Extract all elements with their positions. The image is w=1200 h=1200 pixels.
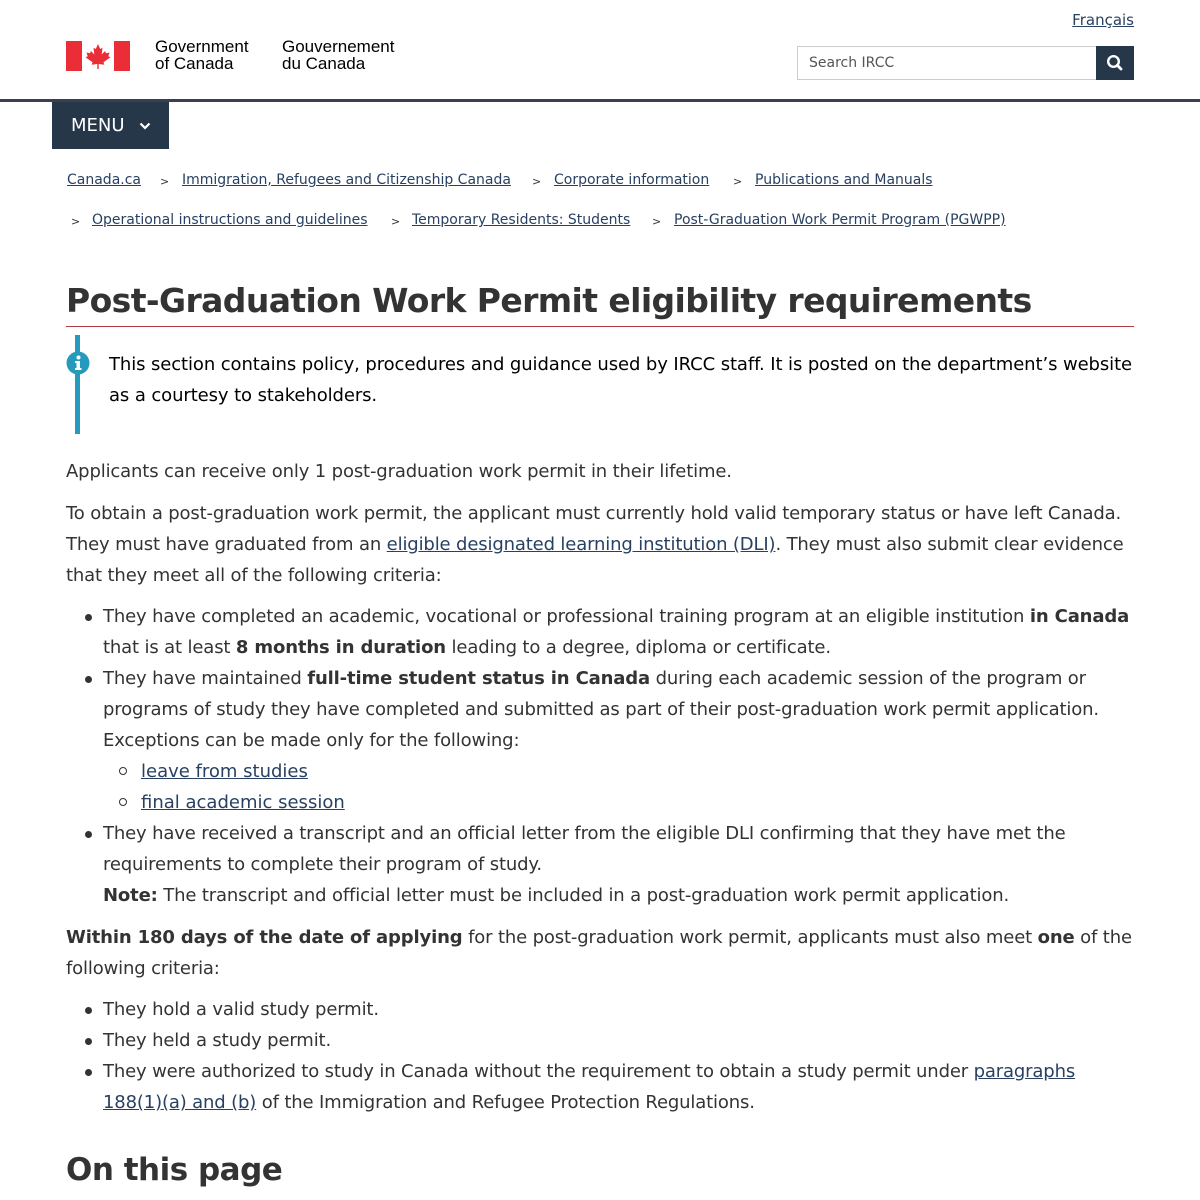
menu-label: MENU [71, 115, 125, 136]
info-icon [66, 351, 90, 375]
paragraph-within-180-days [66, 922, 1141, 984]
bullet [85, 614, 92, 621]
text: during each academic session of the program or programs of study they have completed and submitted as part of their post-graduation work permit application. Exceptions can be made only for the following: [103, 668, 1099, 751]
text: They have completed an academic, vocational or professional training program at an eligible institution [103, 606, 1030, 627]
title-underline [66, 326, 1134, 327]
breadcrumb-operational-instructions[interactable]: Operational instructions and guidelines [92, 212, 368, 228]
breadcrumb-publications-manuals[interactable]: Publications and Manuals [755, 172, 933, 188]
search-icon [1096, 46, 1134, 80]
p2-end: . They must also submit clear evidence that they meet all of the following criteria: [66, 534, 1124, 586]
breadcrumb-corporate-information[interactable]: Corporate information [554, 172, 710, 188]
breadcrumb-separator: > [733, 175, 743, 188]
signature-fr-line2: du Canada [282, 54, 366, 73]
list-item [103, 1056, 1138, 1118]
leave-from-studies-link[interactable]: leave from studies [141, 761, 308, 782]
bullet [85, 1069, 92, 1076]
list-item [141, 756, 308, 787]
bold-text: 8 months in duration [235, 637, 446, 658]
signature-fr-line1: Gouvernement [282, 37, 395, 56]
final-academic-session-link[interactable]: final academic session [141, 792, 345, 813]
signature-en-line2: of Canada [155, 54, 234, 73]
list-item: They held a study permit. [103, 1030, 332, 1051]
search-form [797, 46, 1134, 80]
text: of the Immigration and Refugee Protection Regulations. [256, 1092, 755, 1113]
breadcrumb-temporary-residents-students[interactable]: Temporary Residents: Students [412, 212, 631, 228]
breadcrumb-separator: > [391, 215, 401, 228]
list-item [103, 818, 1143, 911]
bold-text: in Canada [1029, 606, 1130, 627]
signature-en-line1: Government [155, 37, 249, 56]
signature-english [155, 38, 249, 72]
sub-bullet [119, 767, 127, 775]
notice-bar [75, 335, 80, 434]
signature-french [282, 38, 394, 72]
list-item [103, 601, 1143, 663]
bold-text: Within 180 days of the date of applying [66, 927, 463, 948]
paragraph-one-permit: Applicants can receive only 1 post-graduation work permit in their lifetime. [66, 461, 732, 482]
text: of the following criteria: [66, 927, 1132, 979]
eligible-dli-link[interactable]: eligible designated learning institution (DLI) [386, 534, 776, 555]
paragraph-obtain-permit [66, 498, 1141, 591]
search-button[interactable] [1096, 46, 1134, 80]
note-label: Note: [103, 885, 158, 906]
text: that is at least [103, 637, 236, 658]
text: They have received a transcript and an official letter from the eligible DLI confirming that they have met the requirements to complete their program of study. [103, 823, 1066, 875]
bullet [85, 1007, 92, 1014]
sub-bullet [119, 798, 127, 806]
notice-text: This section contains policy, procedures and guidance used by IRCC staff. It is posted on the department’s website as a courtesy to stakeholders. [109, 354, 1132, 406]
breadcrumb-separator: > [71, 215, 81, 228]
language-toggle-link[interactable]: Français [1072, 11, 1134, 29]
text: The transcript and official letter must be included in a post-graduation work permit application. [157, 885, 1010, 906]
list-item [141, 787, 345, 818]
bold-text: one [1037, 927, 1075, 948]
p2-start: To obtain a post-graduation work permit, the applicant must currently hold valid temporary status or have left Canada. They must have graduated from an [66, 503, 1122, 555]
on-this-page-heading: On this page [66, 1152, 283, 1188]
canada-flag-icon [66, 41, 130, 71]
breadcrumb-ircc[interactable]: Immigration, Refugees and Citizenship Canada [182, 172, 511, 188]
bullet [85, 676, 92, 683]
text: They have maintained [103, 668, 308, 689]
list-item [103, 663, 1143, 756]
list-item: They hold a valid study permit. [103, 999, 379, 1020]
search-input[interactable] [797, 46, 1096, 80]
paragraphs-188-link[interactable]: paragraphs 188(1)(a) and (b) [103, 1061, 1076, 1113]
bold-text: full-time student status in Canada [307, 668, 651, 689]
breadcrumb-separator: > [160, 175, 170, 188]
breadcrumb-separator: > [652, 215, 662, 228]
breadcrumb-canada-ca[interactable]: Canada.ca [67, 172, 141, 188]
text: They were authorized to study in Canada without the requirement to obtain a study permit under [103, 1061, 974, 1082]
breadcrumb-separator: > [532, 175, 542, 188]
text: for the post-graduation work permit, applicants must also meet [462, 927, 1038, 948]
menu-button[interactable] [52, 102, 169, 149]
text: leading to a degree, diploma or certificate. [445, 637, 831, 658]
breadcrumb-pgwpp[interactable]: Post-Graduation Work Permit Program (PGWPP) [674, 212, 1006, 228]
header-divider [0, 99, 1200, 102]
page-title: Post-Graduation Work Permit eligibility requirements [66, 281, 1032, 320]
bullet [85, 831, 92, 838]
bullet [85, 1038, 92, 1045]
chevron-down-icon [139, 122, 151, 130]
